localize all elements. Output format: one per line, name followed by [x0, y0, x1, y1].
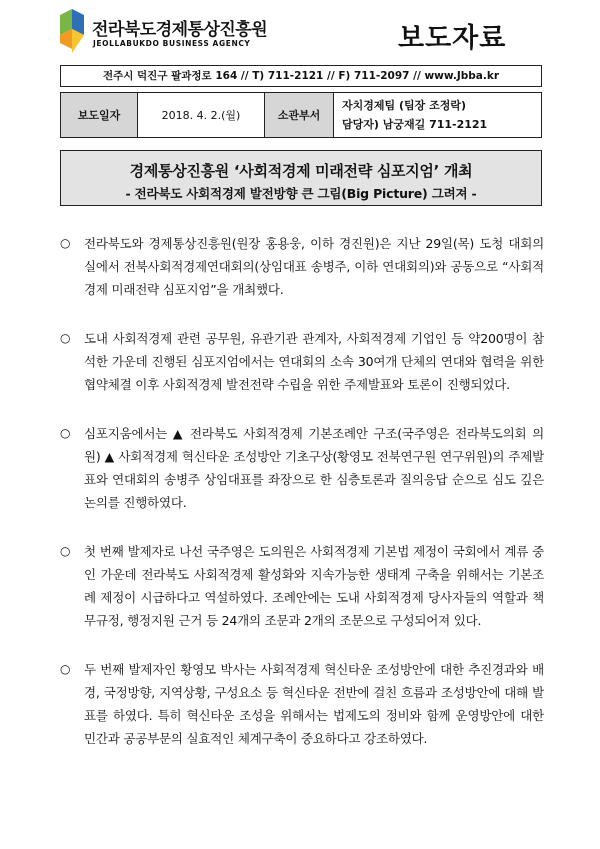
paragraph: [60, 658, 544, 750]
paragraph-text: 전라북도와 경제통상진흥원(원장 홍용웅, 이하 경진원)은 지난 29일(목) 도청 대회의실에서 전북사회적경제연대회의(상임대표 송병주, 이하 연대회의)와 공동으로 “사회적경제 미래전략 심포지엄”을 개최했다.: [84, 236, 544, 297]
paragraph: [60, 232, 544, 301]
bullet-circle-icon: ○: [60, 236, 71, 250]
date-label: 보도일자: [61, 93, 138, 138]
info-table: [60, 92, 542, 138]
headline-box: [60, 150, 542, 206]
doc-type-title: 보도자료: [398, 23, 507, 54]
bullet-circle-icon: ○: [60, 544, 71, 558]
paragraph-text: 첫 번째 발제자로 나선 국주영은 도의원은 사회적경제 기본법 제정이 국회에서 계류 중인 가운데 전라북도 사회적경제 활성화와 지속가능한 생태계 구축을 위해서는 기본조례 제정이 시급하다고 역설하였다. 조례안에는 도내 사회적경제 당사자들의 역할과 책무규정, 행정지원 근거 등 24개의 조문과 2개의 조문으로 구성되어져 있다.: [84, 544, 544, 628]
paragraph: [60, 540, 544, 632]
paragraph-text: 도내 사회적경제 관련 공무원, 유관기관 관계자, 사회적경제 기업인 등 약200명이 참석한 가운데 진행된 심포지엄에서는 연대회의 소속 30여개 단체의 연대와 협력을 위한 협약체결 이후 사회적경제 발전전략 수립을 위한 주제발표와 토론이 진행되었다.: [84, 331, 544, 392]
bullet-circle-icon: ○: [60, 662, 71, 676]
dept-team: 자치경제팀 (팀장 조정락): [342, 99, 466, 112]
dept-label: 소관부서: [265, 93, 334, 138]
dept-value: [334, 93, 542, 138]
date-value: 2018. 4. 2.(월): [138, 93, 265, 138]
paragraph-text: 두 번째 발제자인 황영모 박사는 사회적경제 혁신타운 조성방안에 대한 추진경과와 배경, 국정방향, 지역상황, 구성요소 등 혁신타운 전반에 걸친 흐름과 조성방안에 대해 발표를 하였다. 특히 혁신타운 조성을 위해서는 법제도의 정비와 함께 운영방안에 대한 민간과 공공부문의 실효적인 체계구축이 중요하다고 강조하였다.: [84, 662, 544, 746]
org-name-en: JEOLLABUKDO BUSINESS AGENCY: [93, 39, 251, 48]
bullet-circle-icon: ○: [60, 426, 71, 440]
dept-contact: 담당자) 남궁재길 711-2121: [342, 118, 488, 131]
jbba-logo-icon: [56, 9, 86, 53]
subheadline: - 전라북도 사회적경제 발전방향 큰 그림(Big Picture) 그려져 -: [125, 186, 477, 201]
paragraph: [60, 422, 544, 514]
org-name: 전라북도경제통상진흥원: [92, 20, 268, 40]
bullet-circle-icon: ○: [60, 331, 71, 345]
paragraph-text: 심포지움에서는 ▲ 전라북도 사회적경제 기본조례안 구조(국주영은 전라북도의회 의원) ▲ 사회적경제 혁신타운 조성방안 기초구상(황영모 전북연구원 연구위원)의 주제발표와 연대회의 송병주 상임대표를 좌장으로 한 심층토론과 질의응답 순으로 심도 깊은 논의를 진행하였다.: [84, 426, 544, 510]
paragraph: [60, 327, 544, 396]
body-text: [60, 232, 544, 750]
contact-line: 전주시 덕진구 팔과정로 164 // T) 711-2121 // F) 711-2097 // www.Jbba.kr: [60, 65, 542, 87]
headline: 경제통상진흥원 ‘사회적경제 미래전략 심포지엄’ 개최: [129, 162, 473, 180]
